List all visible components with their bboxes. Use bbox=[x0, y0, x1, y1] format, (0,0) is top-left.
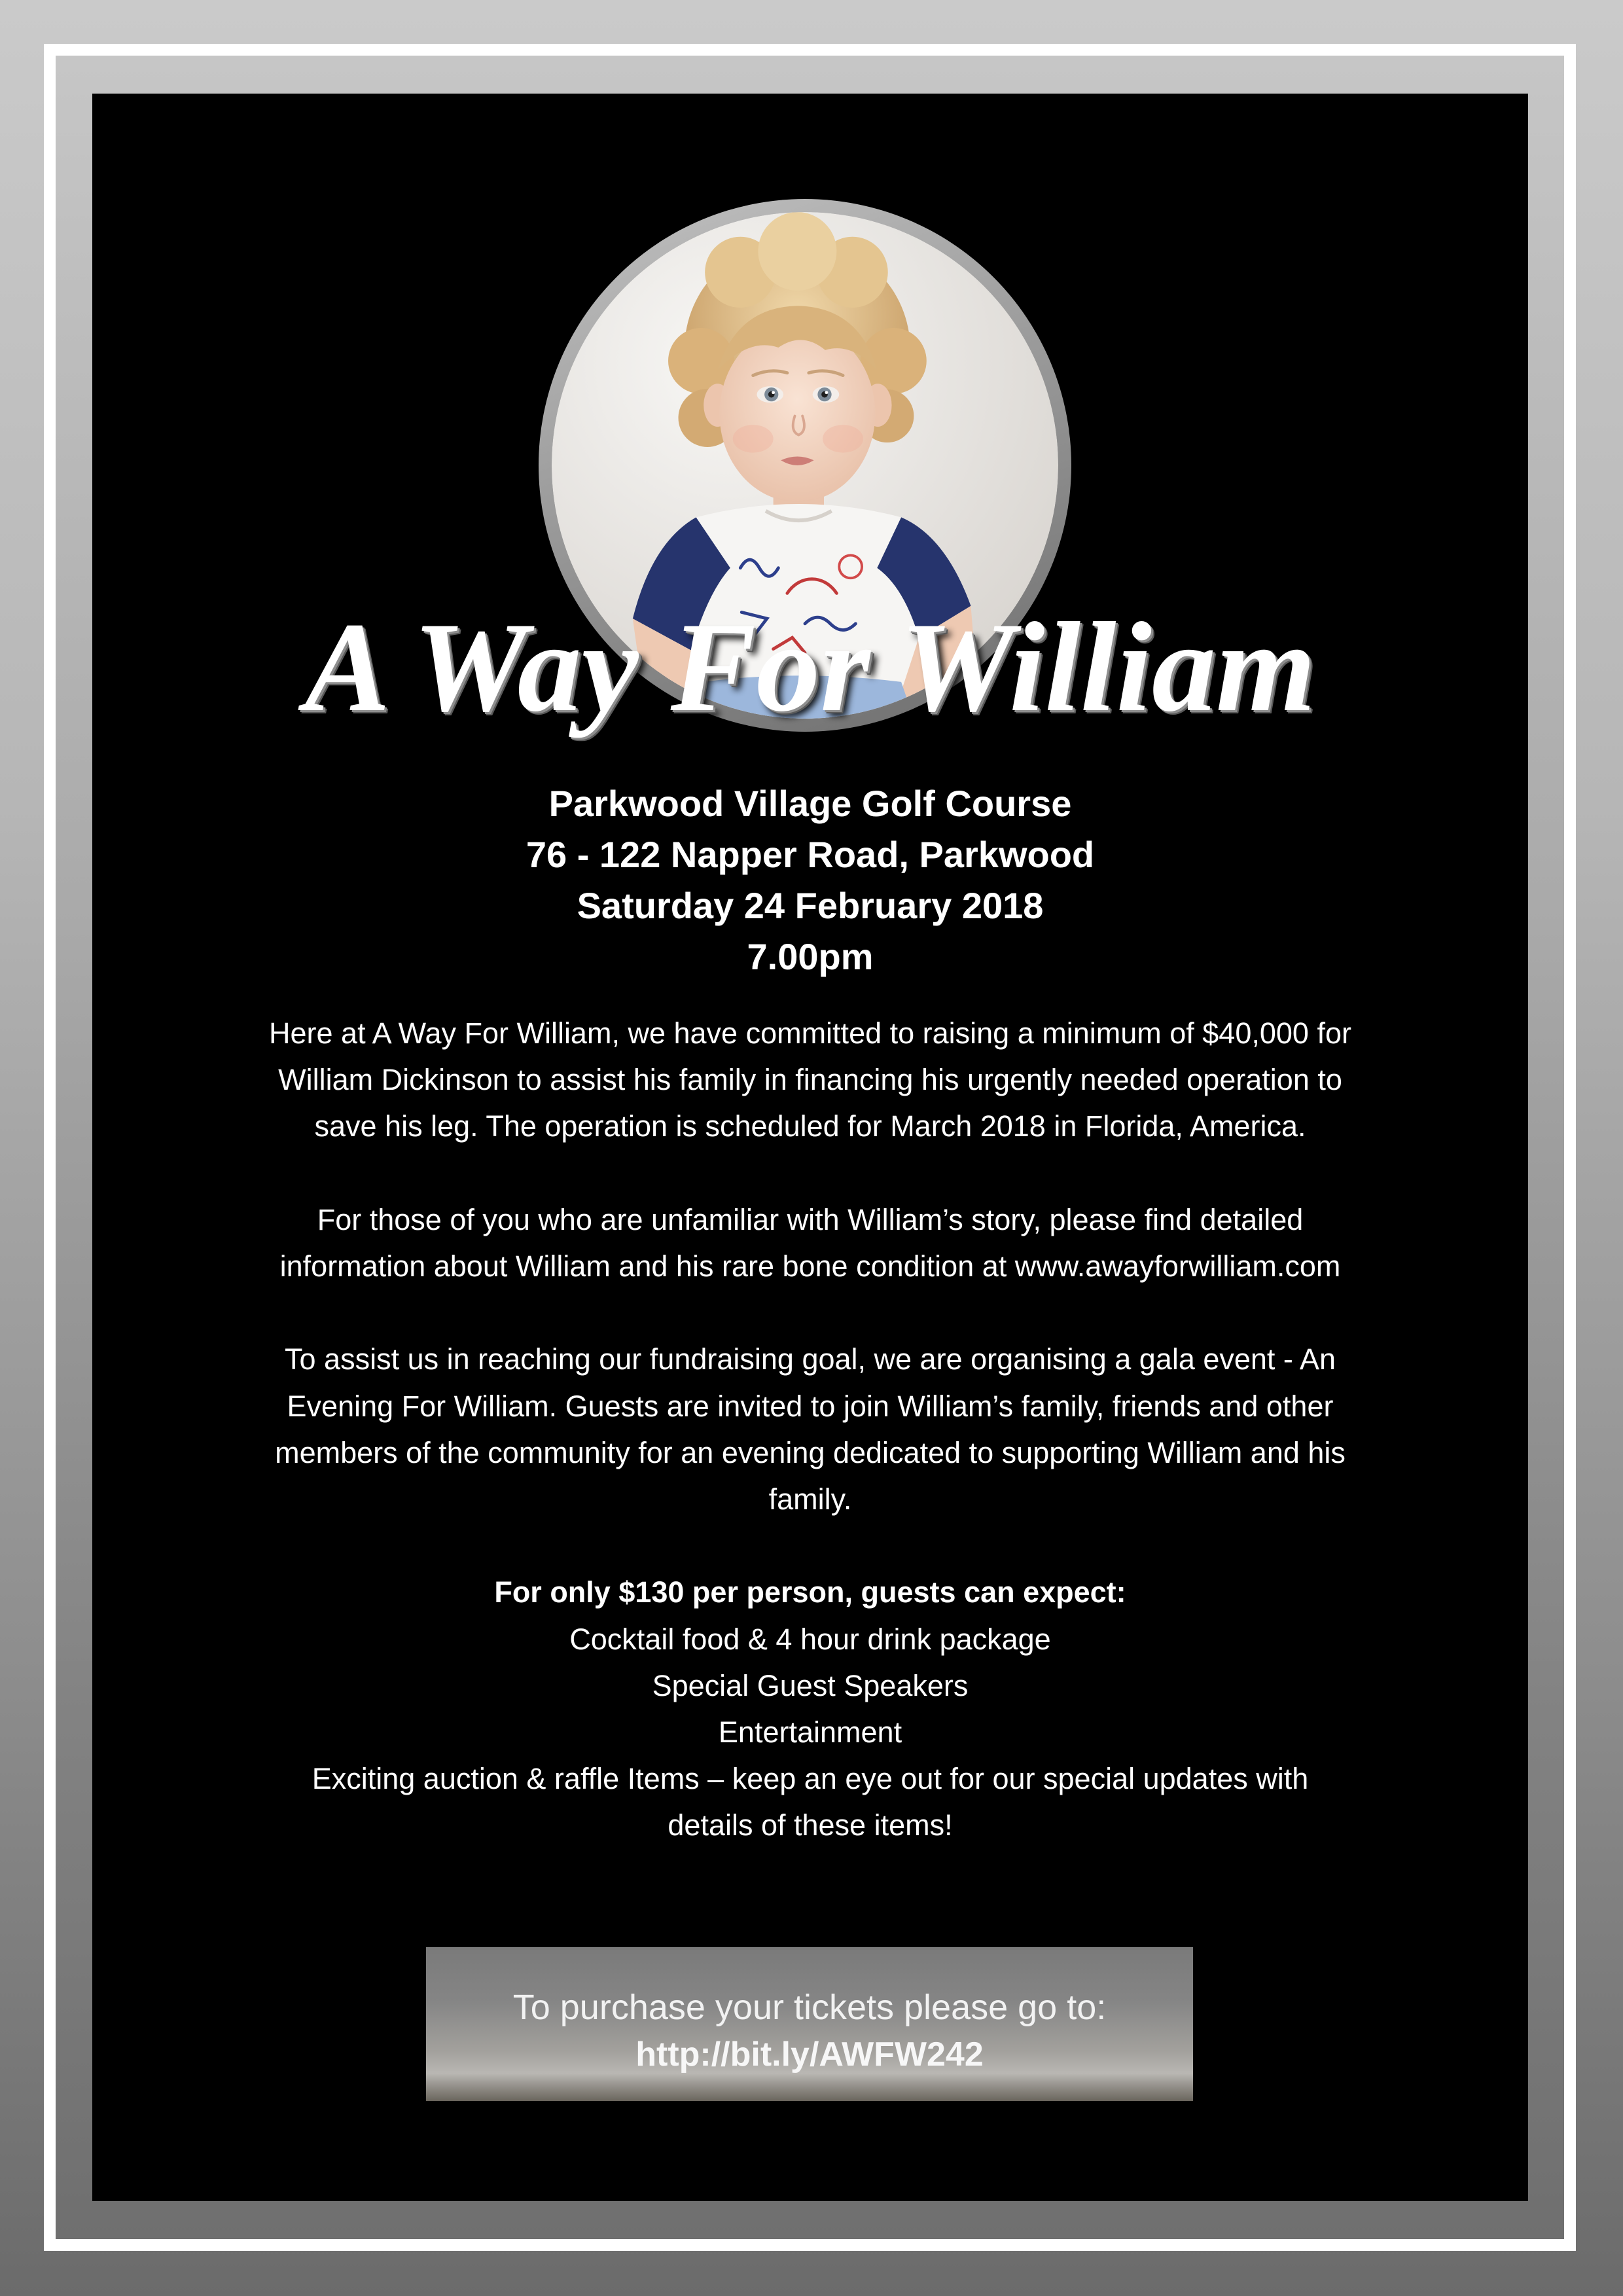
event-date: Saturday 24 February 2018 bbox=[577, 885, 1044, 926]
offer-item bbox=[92, 1662, 1528, 1709]
offer-item-line: Entertainment bbox=[718, 1715, 902, 1749]
event-venue: Parkwood Village Golf Course bbox=[548, 783, 1072, 824]
offer-list bbox=[92, 1616, 1528, 1849]
event-title: A Way For William bbox=[304, 596, 1316, 738]
ticket-prompt: To purchase your tickets please go to: bbox=[512, 1988, 1107, 2027]
event-address: 76 - 122 Napper Road, Parkwood bbox=[526, 834, 1095, 875]
paragraph-line: members of the community for an evening dedicated to supporting William and his bbox=[275, 1435, 1346, 1469]
offer-item bbox=[92, 1616, 1528, 1662]
offer-item bbox=[92, 1755, 1528, 1848]
paragraph-line: save his leg. The operation is scheduled for March 2018 in Florida, America. bbox=[314, 1109, 1306, 1143]
paragraph-line: William Dickinson to assist his family in financing his urgently needed operation to bbox=[278, 1063, 1342, 1097]
ticket-box bbox=[426, 1947, 1193, 2101]
paragraph-line: Here at A Way For William, we have committed to raising a minimum of $40,000 for bbox=[269, 1016, 1351, 1050]
description-paragraph bbox=[92, 1010, 1528, 1150]
offer-item-line: Cocktail food & 4 hour drink package bbox=[569, 1622, 1051, 1656]
offer-heading: For only $130 per person, guests can expect: bbox=[494, 1575, 1126, 1609]
paragraph-line: family. bbox=[768, 1482, 852, 1516]
paragraph-line: information about William and his rare bone condition at www.awayforwilliam.com bbox=[279, 1249, 1341, 1283]
ticket-url[interactable]: http://bit.ly/AWFW242 bbox=[635, 2036, 984, 2073]
description-paragraph bbox=[92, 1336, 1528, 1522]
paragraph-line: To assist us in reaching our fundraising goal, we are organising a gala event - An bbox=[285, 1342, 1336, 1376]
description bbox=[92, 1010, 1528, 1849]
offer-item bbox=[92, 1709, 1528, 1755]
event-details bbox=[92, 778, 1528, 982]
paragraph-line: Evening For William. Guests are invited to join William’s family, friends and other bbox=[287, 1389, 1334, 1423]
offer-item-line: details of these items! bbox=[668, 1808, 953, 1842]
offer-item-line: Special Guest Speakers bbox=[652, 1668, 969, 1702]
flyer-card bbox=[92, 94, 1528, 2201]
event-time: 7.00pm bbox=[747, 936, 874, 977]
ticket-offer bbox=[92, 1569, 1528, 1848]
paragraph-line: For those of you who are unfamiliar with William’s story, please find detailed bbox=[317, 1202, 1304, 1236]
description-paragraph bbox=[92, 1196, 1528, 1289]
offer-item-line: Exciting auction & raffle Items – keep an eye out for our special updates with bbox=[312, 1762, 1309, 1796]
